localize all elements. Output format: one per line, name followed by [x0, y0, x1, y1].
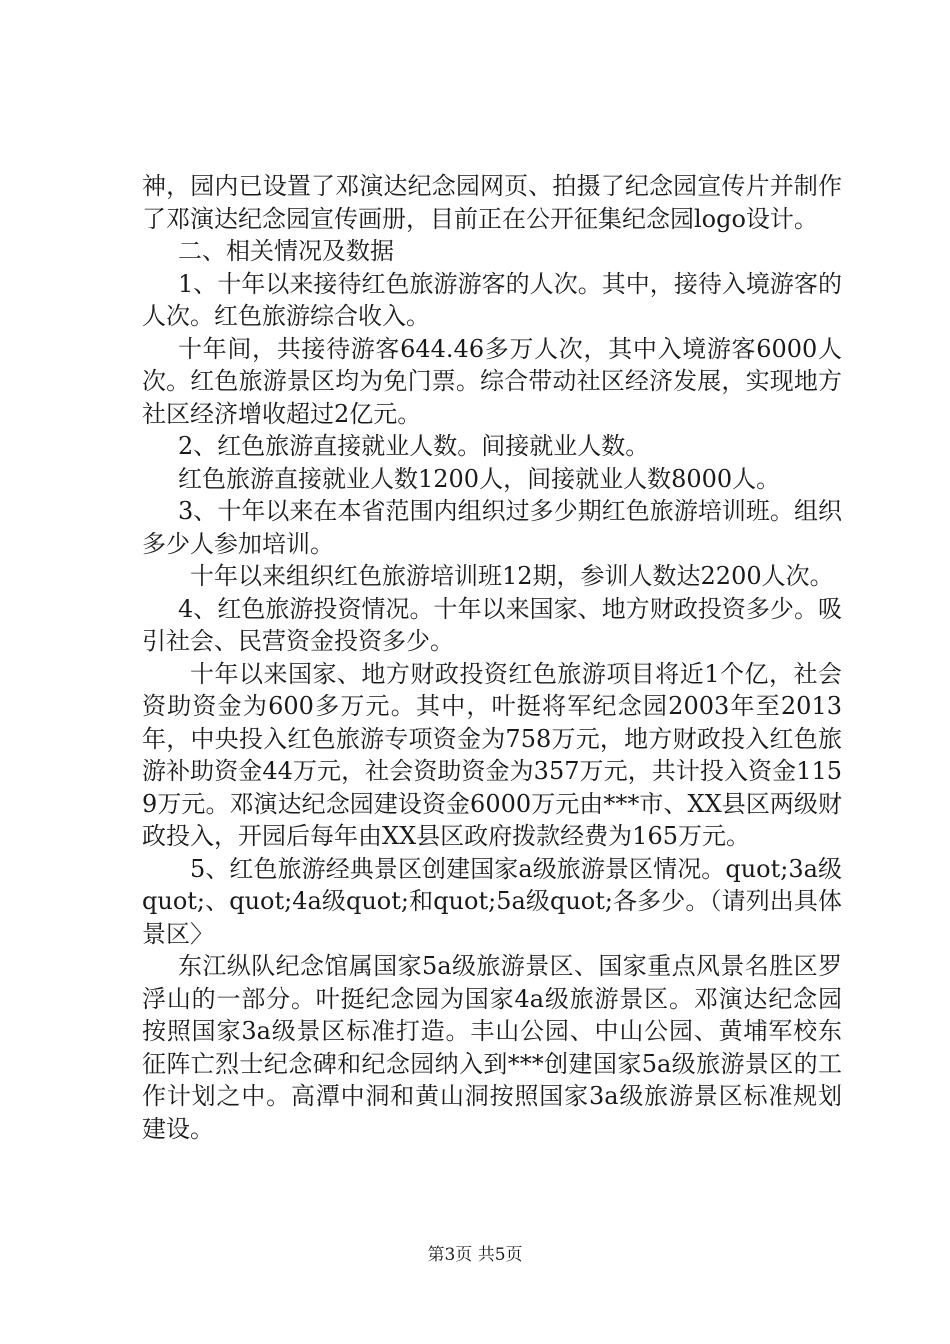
answer-4: 十年以来国家、地方财政投资红色旅游项目将近1个亿，社会资助资金为600多万元。其中，叶挺将军纪念园2003年至2013年，中央投入红色旅游专项资金为758万元，地方财政投入红色旅游补助资金44万元，社会资助资金为357万元，共计投入资金1159万元。邓演达纪念园建设资金6000万元由***市、XX县区两级财政投入，开园后每年由XX县区政府拨款经费为165万元。: [142, 659, 842, 850]
question-3: 3、十年以来在本省范围内组织过多少期红色旅游培训班。组织多少人参加培训。: [142, 497, 842, 558]
question-2: 2、红色旅游直接就业人数。间接就业人数。: [178, 432, 650, 460]
paragraph-continuation: 神，园内已设置了邓演达纪念园网页、拍摄了纪念园宣传片并制作了邓演达纪念园宣传画册，目前正在公开征集纪念园logo设计。: [142, 172, 842, 233]
question-1: 1、十年以来接待红色旅游游客的人次。其中，接待入境游客的人次。红色旅游综合收入。: [142, 269, 842, 330]
page-number: 第3页 共5页: [427, 1245, 523, 1265]
question-5: 5、红色旅游经典景区创建国家a级旅游景区情况。quot;3a级quot;、quot;4a级quot;和quot;5a级quot;各多少。（请列出具体景区〉: [142, 854, 842, 948]
answer-3: 十年以来组织红色旅游培训班12期，参训人数达2200人次。: [190, 562, 834, 590]
answer-1: 十年间，共接待游客644.46多万人次，其中入境游客6000人次。红色旅游景区均为免门票。综合带动社区经济发展，实现地方社区经济增收超过2亿元。: [142, 334, 842, 428]
document-body: [142, 170, 842, 1145]
answer-2: 红色旅游直接就业人数1200人，间接就业人数8000人。: [178, 464, 781, 493]
answer-5: 东江纵队纪念馆属国家5a级旅游景区、国家重点风景名胜区罗浮山的一部分。叶挺纪念园为国家4a级旅游景区。邓演达纪念园按照国家3a级景区标准打造。丰山公园、中山公园、黄埔军校东征阵亡烈士纪念碑和纪念园纳入到***创建国家5a级旅游景区的工作计划之中。高潭中洞和黄山洞按照国家3a级旅游景区标准规划建设。: [142, 952, 842, 1143]
question-4: 4、红色旅游投资情况。十年以来国家、地方财政投资多少。吸引社会、民营资金投资多少。: [142, 594, 842, 655]
section-heading: 二、相关情况及数据: [178, 237, 394, 265]
